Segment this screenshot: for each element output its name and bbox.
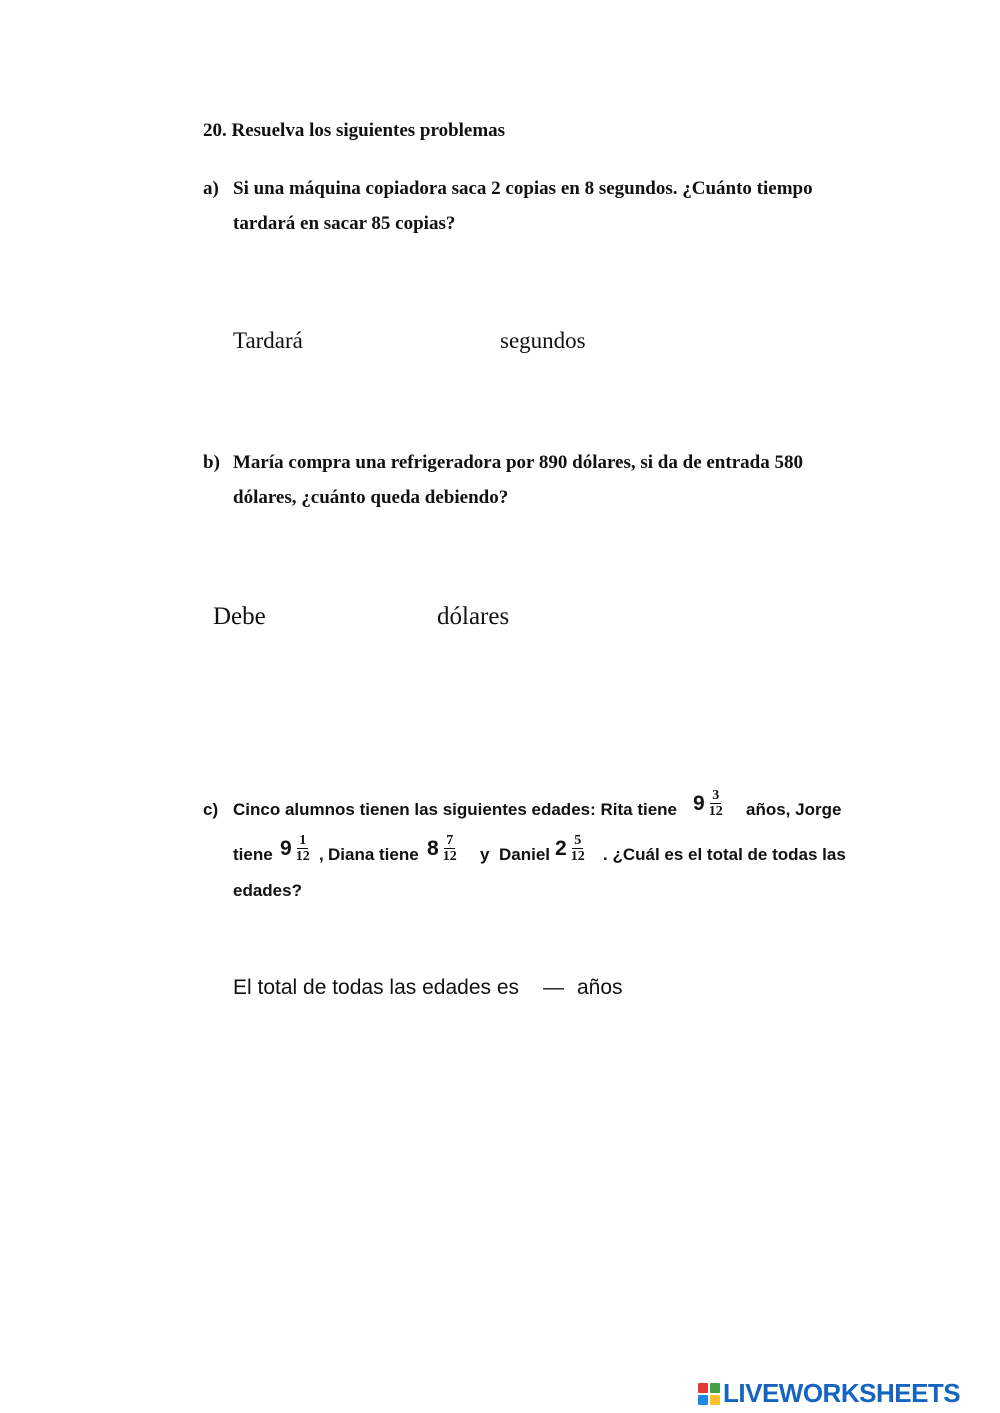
rita-numerator: 3 bbox=[712, 788, 720, 803]
answer-a-prefix: Tardará bbox=[233, 328, 303, 353]
diana-denominator: 12 bbox=[442, 849, 457, 864]
answer-a-suffix: segundos bbox=[500, 328, 586, 353]
answer-b-suffix: dólares bbox=[437, 603, 510, 630]
daniel-whole: 2 bbox=[555, 836, 567, 860]
rita-age bbox=[693, 788, 724, 819]
daniel-denominator: 12 bbox=[570, 849, 585, 864]
problem-c-question: . ¿Cuál es el total de todas las bbox=[603, 845, 846, 864]
answer-c-suffix: años bbox=[577, 976, 623, 999]
problem-a-line2: tardará en sacar 85 copias? bbox=[233, 213, 456, 234]
diana-numerator: 7 bbox=[446, 833, 454, 848]
answer-b-prefix: Debe bbox=[213, 603, 266, 630]
logo-icon bbox=[698, 1383, 720, 1405]
problem-b-line1: María compra una refrigeradora por 890 dólares, si da de entrada 580 bbox=[233, 452, 803, 473]
daniel-label: Daniel bbox=[499, 845, 551, 864]
jorge-comma: , bbox=[319, 845, 324, 864]
diana-fraction bbox=[442, 833, 458, 864]
problem-b-line2: dólares, ¿cuánto queda debiendo? bbox=[233, 487, 509, 508]
rita-whole: 9 bbox=[693, 791, 705, 815]
jorge-fraction bbox=[295, 833, 311, 864]
problem-a-line1: Si una máquina copiadora saca 2 copias en 8 segundos. ¿Cuánto tiempo bbox=[233, 178, 813, 199]
problem-c-line3: edades? bbox=[233, 881, 302, 900]
page-title: 20. Resuelva los siguientes problemas bbox=[203, 120, 506, 141]
logo-square-green bbox=[710, 1383, 720, 1393]
answer-c-dash: — bbox=[543, 976, 564, 999]
problem-b-marker: b) bbox=[203, 452, 220, 473]
jorge-whole: 9 bbox=[280, 836, 292, 860]
logo-square-red bbox=[698, 1383, 708, 1393]
logo-square-yellow bbox=[710, 1395, 720, 1405]
rita-fraction bbox=[708, 788, 724, 819]
diana-label: Diana tiene bbox=[328, 845, 419, 864]
jorge-denominator: 12 bbox=[295, 849, 310, 864]
logo-text: LIVEWORKSHEETS bbox=[723, 1378, 961, 1408]
jorge-age bbox=[280, 833, 311, 864]
logo-square-blue bbox=[698, 1395, 708, 1405]
conjunction-y: y bbox=[480, 845, 490, 864]
problem-c-line1: Cinco alumnos tienen las siguientes edades: Rita tiene bbox=[233, 800, 678, 819]
liveworksheets-logo bbox=[698, 1378, 960, 1409]
daniel-numerator: 5 bbox=[574, 833, 582, 848]
daniel-age bbox=[555, 833, 586, 864]
rita-denominator: 12 bbox=[708, 804, 723, 819]
daniel-fraction bbox=[570, 833, 586, 864]
problem-c-line2-start: tiene bbox=[233, 845, 273, 864]
answer-c-prefix: El total de todas las edades es bbox=[233, 976, 520, 999]
problem-c-line1-after: años, Jorge bbox=[746, 800, 842, 819]
problem-c-marker: c) bbox=[203, 800, 219, 819]
diana-age bbox=[427, 833, 458, 864]
jorge-numerator: 1 bbox=[299, 833, 307, 848]
diana-whole: 8 bbox=[427, 836, 439, 860]
problem-a-marker: a) bbox=[203, 178, 219, 199]
